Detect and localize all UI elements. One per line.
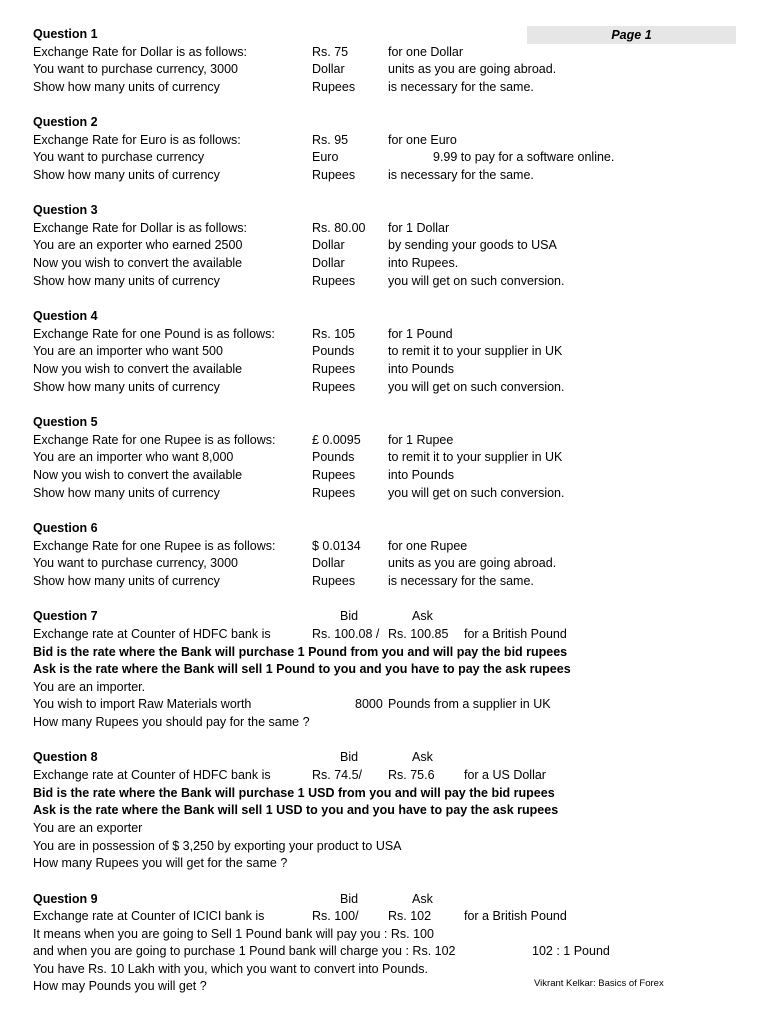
q2-row-note: 9.99 to pay for a software online. — [433, 150, 615, 164]
q1-row-value: Dollar — [312, 62, 345, 76]
q4-row-note: you will get on such conversion. — [388, 380, 565, 394]
q4-row-value: Rupees — [312, 380, 356, 394]
q9-question: How may Pounds you will get ? — [33, 979, 207, 993]
q8-possession: You are in possession of $ 3,250 by exporting your product to USA — [33, 839, 402, 853]
q5-row-label: Exchange Rate for one Rupee is as follows: — [33, 433, 276, 447]
q3-row-note: you will get on such conversion. — [388, 274, 565, 288]
q2-row-note: for one Euro — [388, 133, 457, 147]
q8-rate-bid: Rs. 74.5/ — [312, 768, 363, 782]
q5-row-value: £ 0.0095 — [312, 433, 361, 447]
q4-row-label: Show how many units of currency — [33, 380, 220, 394]
q7-ask-definition: Ask is the rate where the Bank will sell 1 Pound to you and you have to pay the ask rupees — [33, 662, 571, 676]
q3-row-value: Rupees — [312, 274, 356, 288]
q3-row-note: into Rupees. — [388, 256, 459, 270]
q3-row-label: Show how many units of currency — [33, 274, 220, 288]
q6-row-note: units as you are going abroad. — [388, 556, 557, 570]
footer-author: Vikrant Kelkar: Basics of Forex — [534, 978, 664, 989]
q5-row-note: you will get on such conversion. — [388, 486, 565, 500]
q2-row-label: Show how many units of currency — [33, 168, 220, 182]
q5-row-note: to remit it to your supplier in UK — [388, 450, 563, 464]
q4-row-value: Pounds — [312, 344, 355, 358]
q3-row-value: Rs. 80.00 — [312, 221, 366, 235]
q1-title: Question 1 — [33, 27, 98, 41]
q2-row-label: Exchange Rate for Euro is as follows: — [33, 133, 241, 147]
q9-rate-bid: Rs. 100/ — [312, 909, 359, 923]
q1-row-value: Rs. 75 — [312, 45, 349, 59]
q7-rate-for: for a British Pound — [464, 627, 567, 641]
q8-rate-for: for a US Dollar — [464, 768, 546, 782]
q3-row-note: by sending your goods to USA — [388, 238, 557, 252]
page-label: Page 1 — [527, 26, 736, 44]
q6-row-value: Dollar — [312, 556, 345, 570]
q2-row-label: You want to purchase currency — [33, 150, 205, 164]
q4-row-note: to remit it to your supplier in UK — [388, 344, 563, 358]
q2-title: Question 2 — [33, 115, 98, 129]
q4-row-value: Rs. 105 — [312, 327, 356, 341]
q5-row-value: Rupees — [312, 468, 356, 482]
q8-bid-header: Bid — [340, 750, 359, 764]
q9-ask-header: Ask — [412, 892, 433, 906]
q6-row-label: Exchange Rate for one Rupee is as follows: — [33, 539, 276, 553]
q5-title: Question 5 — [33, 415, 98, 429]
q5-row-note: into Pounds — [388, 468, 455, 482]
q4-row-note: for 1 Pound — [388, 327, 453, 341]
q7-ask-header: Ask — [412, 609, 433, 623]
q7-question: How many Rupees you should pay for the same ? — [33, 715, 310, 729]
q8-role: You are an exporter — [33, 821, 143, 835]
q6-row-value: $ 0.0134 — [312, 539, 361, 553]
q1-row-note: units as you are going abroad. — [388, 62, 557, 76]
q3-row-label: Exchange Rate for Dollar is as follows: — [33, 221, 247, 235]
q9-sell-line: It means when you are going to Sell 1 Pound bank will pay you : Rs. 100 — [33, 927, 434, 941]
q6-row-label: Show how many units of currency — [33, 574, 220, 588]
q1-row-label: Show how many units of currency — [33, 80, 220, 94]
q5-row-label: Show how many units of currency — [33, 486, 220, 500]
q6-row-value: Rupees — [312, 574, 356, 588]
q7-wish-amount: 8000 — [355, 697, 383, 711]
q5-row-note: for 1 Rupee — [388, 433, 454, 447]
q9-rate-label: Exchange rate at Counter of ICICI bank is — [33, 909, 265, 923]
q1-row-note: for one Dollar — [388, 45, 464, 59]
q7-rate-bid: Rs. 100.08 / — [312, 627, 380, 641]
q3-row-label: You are an exporter who earned 2500 — [33, 238, 243, 252]
q6-title: Question 6 — [33, 521, 98, 535]
q8-title: Question 8 — [33, 750, 98, 764]
q5-row-value: Rupees — [312, 486, 356, 500]
q4-row-value: Rupees — [312, 362, 356, 376]
q5-row-value: Pounds — [312, 450, 355, 464]
q6-row-note: for one Rupee — [388, 539, 468, 553]
q3-title: Question 3 — [33, 203, 98, 217]
q3-row-value: Dollar — [312, 256, 345, 270]
q7-bid-header: Bid — [340, 609, 359, 623]
q9-rate-for: for a British Pound — [464, 909, 567, 923]
q5-row-label: You are an importer who want 8,000 — [33, 450, 234, 464]
q4-row-label: You are an importer who want 500 — [33, 344, 223, 358]
q7-role: You are an importer. — [33, 680, 146, 694]
q6-row-label: You want to purchase currency, 3000 — [33, 556, 238, 570]
q4-row-label: Now you wish to convert the available — [33, 362, 243, 376]
q9-lakh-line: You have Rs. 10 Lakh with you, which you want to convert into Pounds. — [33, 962, 428, 976]
q9-rate-ask: Rs. 102 — [388, 909, 432, 923]
q2-row-value: Rupees — [312, 168, 356, 182]
q1-row-label: You want to purchase currency, 3000 — [33, 62, 238, 76]
q7-title: Question 7 — [33, 609, 98, 623]
q2-row-value: Rs. 95 — [312, 133, 349, 147]
q9-ratio: 102 : 1 Pound — [532, 944, 610, 958]
q8-bid-definition: Bid is the rate where the Bank will purchase 1 USD from you and will pay the bid rupees — [33, 786, 555, 800]
q7-rate-label: Exchange rate at Counter of HDFC bank is — [33, 627, 271, 641]
q3-row-label: Now you wish to convert the available — [33, 256, 243, 270]
q8-rate-label: Exchange rate at Counter of HDFC bank is — [33, 768, 271, 782]
q7-wish-label: You wish to import Raw Materials worth — [33, 697, 252, 711]
q9-title: Question 9 — [33, 892, 98, 906]
q1-row-label: Exchange Rate for Dollar is as follows: — [33, 45, 247, 59]
q9-bid-header: Bid — [340, 892, 359, 906]
q5-row-label: Now you wish to convert the available — [33, 468, 243, 482]
q8-question: How many Rupees you will get for the same ? — [33, 856, 288, 870]
q1-row-value: Rupees — [312, 80, 356, 94]
q4-title: Question 4 — [33, 309, 98, 323]
q7-bid-definition: Bid is the rate where the Bank will purchase 1 Pound from you and will pay the bid rupees — [33, 645, 568, 659]
q1-row-note: is necessary for the same. — [388, 80, 534, 94]
q6-row-note: is necessary for the same. — [388, 574, 534, 588]
q4-row-label: Exchange Rate for one Pound is as follows: — [33, 327, 275, 341]
q2-row-value: Euro — [312, 150, 339, 164]
q8-rate-ask: Rs. 75.6 — [388, 768, 435, 782]
q7-rate-ask: Rs. 100.85 — [388, 627, 449, 641]
q3-row-value: Dollar — [312, 238, 345, 252]
q8-ask-definition: Ask is the rate where the Bank will sell 1 USD to you and you have to pay the ask rupees — [33, 803, 559, 817]
q9-buy-line: and when you are going to purchase 1 Pound bank will charge you : Rs. 102 — [33, 944, 456, 958]
q4-row-note: into Pounds — [388, 362, 455, 376]
q7-wish-rest: Pounds from a supplier in UK — [388, 697, 551, 711]
q8-ask-header: Ask — [412, 750, 433, 764]
q2-row-note: is necessary for the same. — [388, 168, 534, 182]
q3-row-note: for 1 Dollar — [388, 221, 450, 235]
